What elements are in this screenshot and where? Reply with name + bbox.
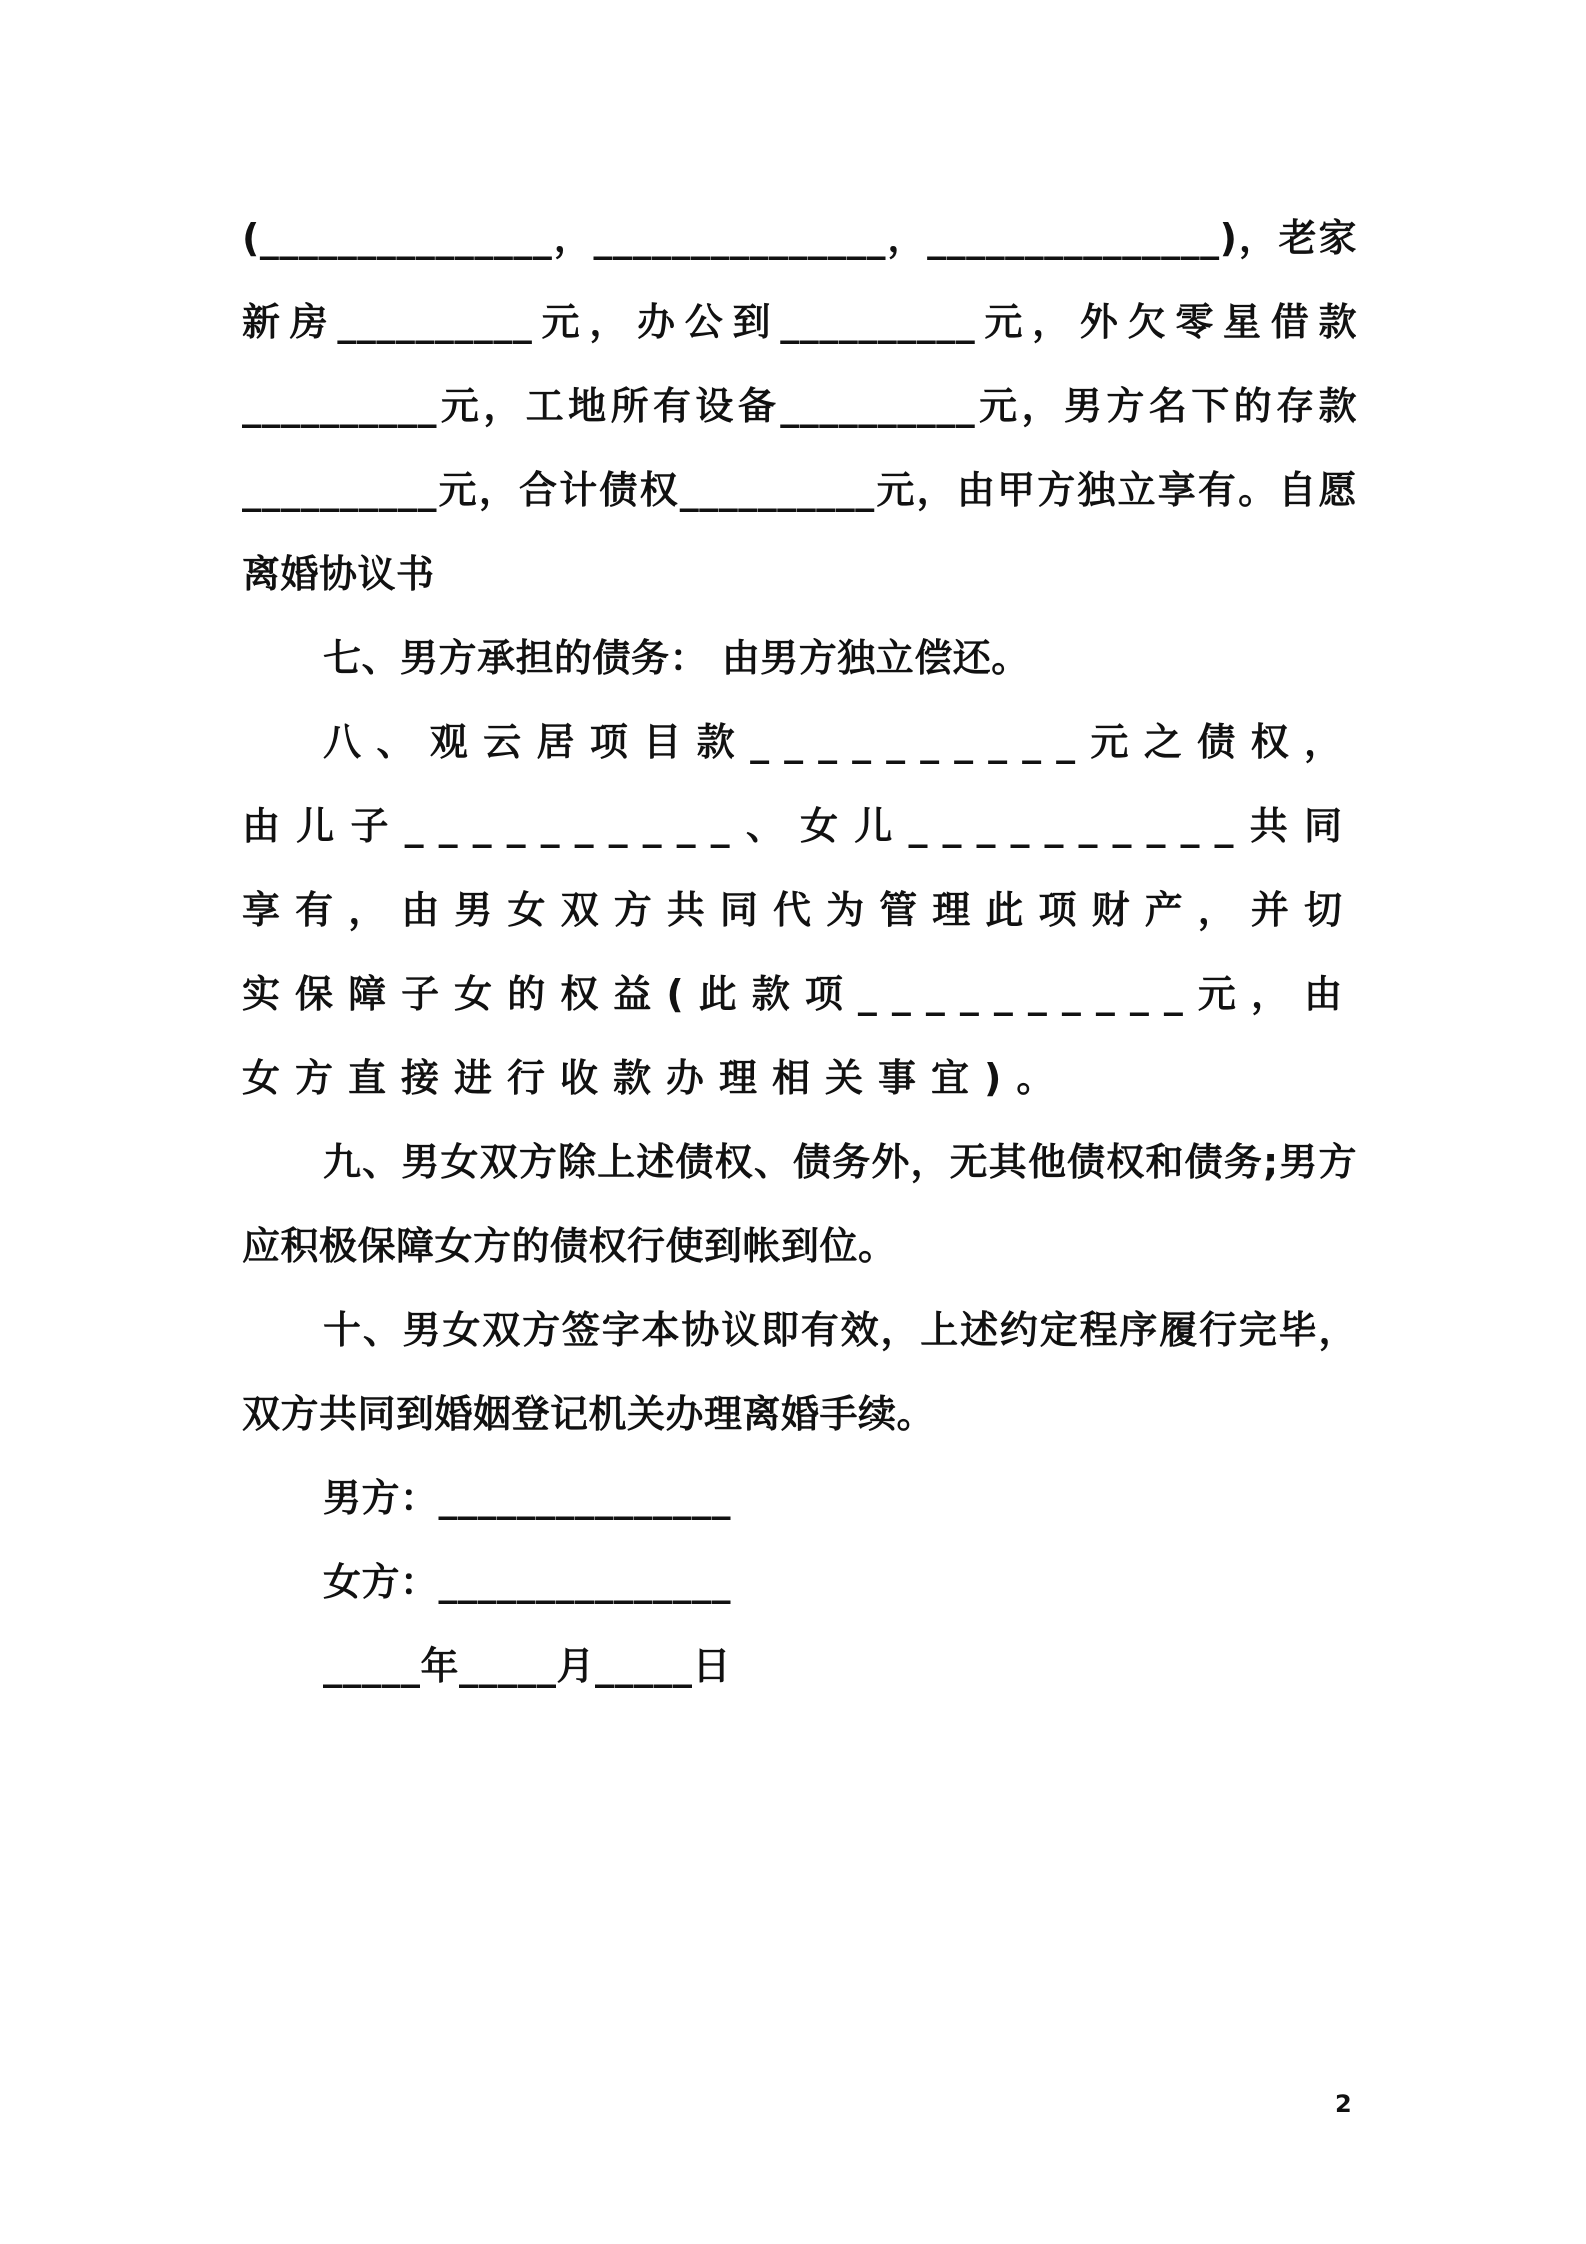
document-body (242, 196, 1357, 1708)
paragraph-clause-eight: 八、观云居项目款__________元之债权，由儿子__________、女儿__________共同享有，由男女双方共同代为管理此项财产，并切实保障子女的权益(此款项__________元，由女方直接进行收款办理相关事宜)。 (242, 720, 1357, 1100)
paragraph-clause-ten: 十、男女双方签字本协议即有效，上述约定程序履行完毕，双方共同到婚姻登记机关办理离婚手续。 (242, 1308, 1357, 1436)
signature-date: _____年_____月_____日 (323, 1644, 732, 1688)
signature-female: 女方：_______________ (323, 1560, 732, 1604)
signature-male: 男方：_______________ (323, 1476, 732, 1520)
paragraph-clause-nine: 九、男女双方除上述债权、债务外，无其他债权和债务;男方应积极保障女方的债权行使到帐到位。 (242, 1140, 1357, 1268)
paragraph-property-continuation: (_______________，_______________，_______________)，老家新房__________元，办公到__________元，外欠零星借款__________元，工地所有设备__________元，男方名下的存款__________元，合计债权__________元，由甲方独立享有。自愿离婚协议书 (242, 216, 1357, 596)
paragraph-clause-seven: 七、男方承担的债务： 由男方独立偿还。 (323, 636, 1030, 680)
page-number: 2 (1335, 2090, 1352, 2118)
